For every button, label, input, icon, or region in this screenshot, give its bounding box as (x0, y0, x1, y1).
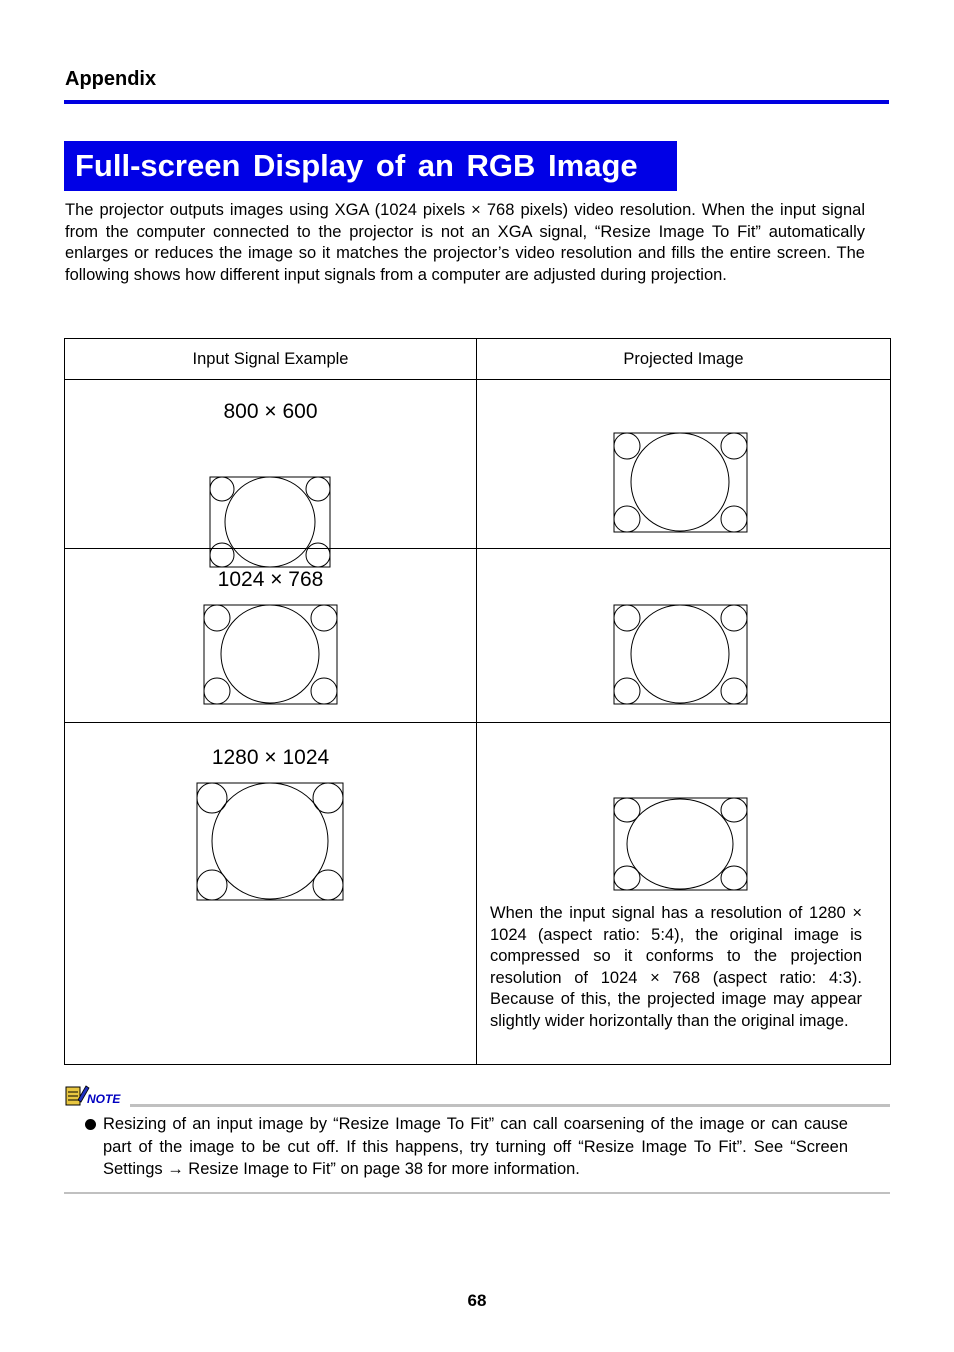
section-heading: Appendix (65, 68, 157, 90)
projected-cell-1280x1024 (477, 723, 891, 1065)
note-header (64, 1084, 890, 1110)
note-icon (64, 1084, 122, 1108)
svg-text:NOTE: NOTE (87, 1092, 121, 1106)
resolution-label: 1280 × 1024 (211, 746, 330, 769)
bullet-icon (85, 1119, 96, 1130)
note-text: Resizing of an input image by “Resize Image To Fit” can call coarsening of the image or can cause part of the image to be cut off. If this happens, try turning off “Resize Image To Fit”. See “Screen Settings → Resize Image to Fit” on page 38 for more information. (103, 1115, 848, 1178)
note-bottom-rule (64, 1192, 890, 1194)
signal-table (64, 338, 891, 1065)
projected-image-diagram (613, 797, 749, 893)
input-image-diagram (196, 782, 346, 903)
intro-paragraph: The projector outputs images using XGA (1024 pixels × 768 pixels) video resolution. When the input signal from the computer connected to the projector is not an XGA signal, “Resize Image To Fit” automatically enlarges or reduces the image so it matches the projector’s video resolution and fills the entire screen. The following shows how different input signals from a computer are adjusted during projection. (65, 201, 865, 284)
compression-caption: When the input signal has a resolution of 1280 × 1024 (aspect ratio: 5:4), the original image is compressed so it conforms to the projection resolution of 1024 × 768 (aspect ratio: 4:3). Because of this, the projected image may appear slightly wider horizontally than the original image. (490, 904, 862, 1030)
input-cell-1280x1024 (65, 723, 477, 1065)
resolution-label: 1024 × 768 (217, 568, 324, 591)
note-rule (130, 1104, 890, 1107)
projected-cell-800x600 (477, 380, 891, 549)
input-cell-1024x768 (65, 549, 477, 723)
column-header-projected: Projected Image (477, 339, 891, 380)
projected-image-diagram (613, 604, 749, 707)
input-cell-800x600 (65, 380, 477, 549)
input-image-diagram (203, 604, 339, 707)
resolution-label: 800 × 600 (223, 400, 318, 423)
projected-image-diagram (613, 432, 749, 535)
header-rule (64, 100, 889, 104)
column-header-input: Input Signal Example (65, 339, 477, 380)
page-title: Full-screen Display of an RGB Image (64, 141, 677, 191)
projected-cell-1024x768 (477, 549, 891, 723)
page-number: 68 (467, 1291, 487, 1310)
